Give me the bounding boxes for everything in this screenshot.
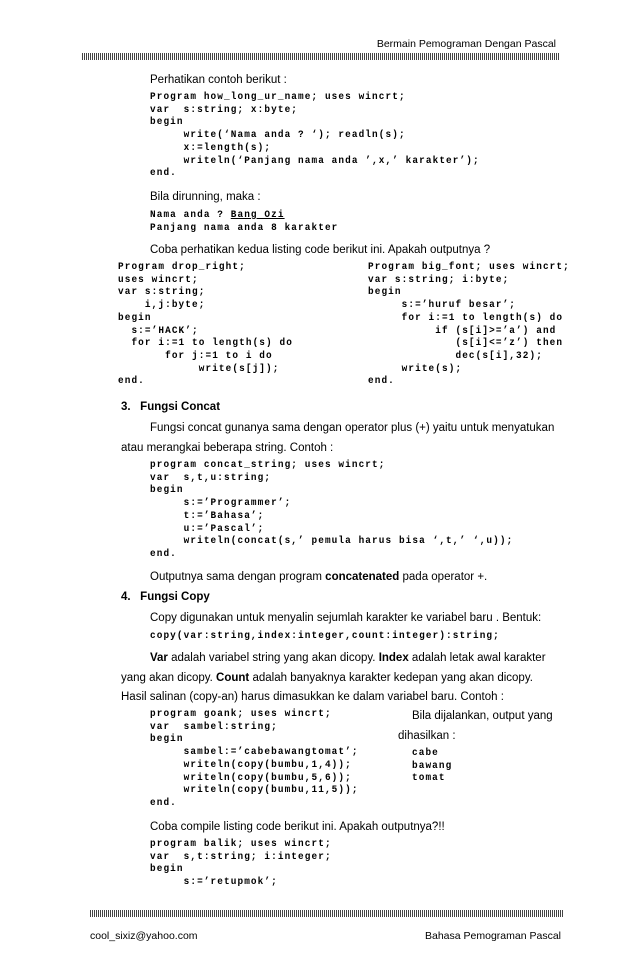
header-rule <box>82 53 560 60</box>
header-title: Bermain Pemograman Dengan Pascal <box>376 38 556 50</box>
code-how-long: Program how_long_ur_name; uses wincrt; var s:string; x:byte; begin write(‘Nama anda ? ‘); readln(s); x:=length(s); writeln(‘Panjang nama anda ’,x,’ karakter’); end. <box>150 92 480 180</box>
output-note-2: dihasilkan : <box>398 730 456 742</box>
section-concat-title: 3. Fungsi Concat <box>121 401 221 413</box>
copy-params-1 <box>150 651 546 666</box>
goank-output: cabe bawang tomat <box>412 748 453 785</box>
intro-text: Perhatikan contoh berikut : <box>150 74 287 86</box>
footer-rule <box>90 910 563 917</box>
code-concat: program concat_string; uses wincrt; var s,t,u:string; begin s:=’Programmer’; t:=’Bahasa’; u:=’Pascal’; writeln(concat(s,’ pemula harus bisa ‘,t,’ ‘,u)); end. <box>150 460 514 560</box>
run-value: Bang Ozi <box>230 210 285 221</box>
param-index-desc-2: yang akan dicopy. <box>121 672 217 684</box>
param-count-desc: adalah banyaknya karakter kedepan yang akan dicopy. <box>249 672 533 684</box>
run-output-line2: Panjang nama anda 8 karakter <box>150 223 339 234</box>
section-copy-title: 4. Fungsi Copy <box>121 591 210 603</box>
concat-desc-2: atau merangkai beberapa string. Contoh : <box>121 442 334 454</box>
concat-output-a: Outputnya sama dengan program <box>150 571 326 583</box>
copy-example-intro: Hasil salinan (copy-an) harus dimasukkan ke dalam variabel baru. Contoh : <box>121 691 504 703</box>
concat-desc: Fungsi concat gunanya sama dengan operator plus (+) yaitu untuk menyatukan <box>150 422 555 434</box>
footer-title: Bahasa Pemograman Pascal <box>425 930 561 942</box>
code-balik: program balik; uses wincrt; var s,t:string; i:integer; begin s:=’retupmok’; <box>150 839 332 889</box>
concat-output-c: pada operator +. <box>399 571 488 583</box>
run-label: Nama anda ? <box>150 210 231 221</box>
concat-output-b: concatenated <box>325 571 400 583</box>
copy-params-2 <box>121 671 533 686</box>
copy-desc: Copy digunakan untuk menyalin sejumlah karakter ke variabel baru . Bentuk: <box>150 612 542 624</box>
code-big-font: Program big_font; uses wincrt; var s:string; i:byte; begin s:=’huruf besar’; for i:=1 to length(s) do if (s[i]>=’a’) and (s[i]<=’z’) then dec(s[i],32); write(s); end. <box>368 262 570 388</box>
param-var: Var <box>150 652 168 664</box>
compare-text: Coba perhatikan kedua listing code berikut ini. Apakah outputnya ? <box>150 244 491 256</box>
code-goank: program goank; uses wincrt; var sambel:string; begin sambel:=’cabebawangtomat’; writeln(copy(bumbu,1,4)); writeln(copy(bumbu,5,6)); writeln(copy(bumbu,11,5)); end. <box>150 709 359 809</box>
footer-email: cool_sixiz@yahoo.com <box>90 930 198 942</box>
copy-syntax: copy(var:string,index:integer,count:integer):string; <box>150 631 500 642</box>
run-output <box>150 210 285 223</box>
run-intro: Bila dirunning, maka : <box>150 191 261 203</box>
param-index: Index <box>378 652 409 664</box>
param-index-desc: adalah letak awal karakter <box>408 652 546 664</box>
code-drop-right: Program drop_right; uses wincrt; var s:string; i,j:byte; begin s:=’HACK’; for i:=1 to length(s) do for j:=1 to i do write(s[j]); end. <box>118 262 293 388</box>
param-count: Count <box>216 672 250 684</box>
compile-prompt: Coba compile listing code berikut ini. Apakah outputnya?!! <box>150 821 445 833</box>
concat-output-text <box>150 570 487 585</box>
param-var-desc: adalah variabel string yang akan dicopy. <box>167 652 379 664</box>
output-note-1: Bila dijalankan, output yang <box>412 710 553 722</box>
